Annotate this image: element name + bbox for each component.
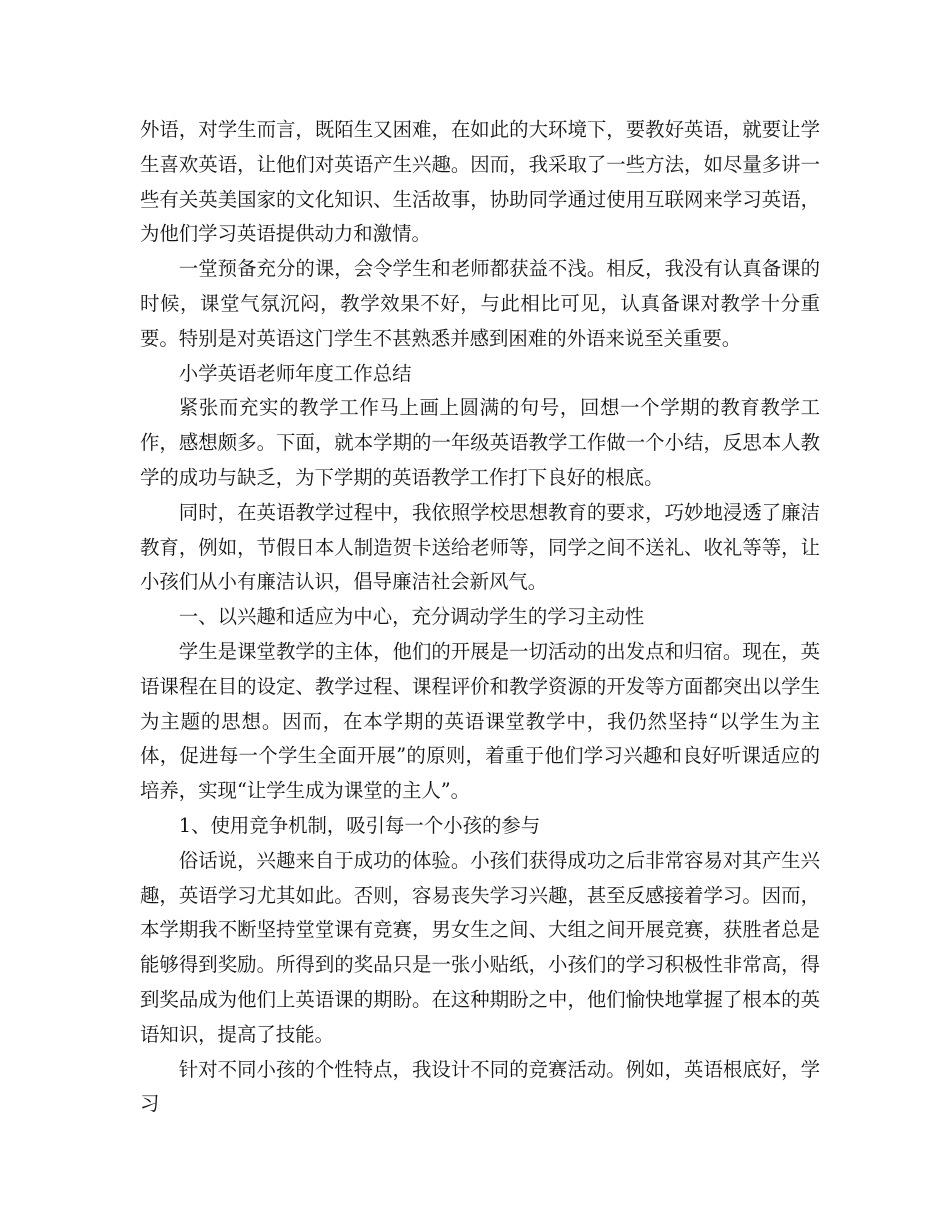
- subheading-item-one: 1、使用竞争机制，吸引每一个小孩的参与: [178, 813, 541, 837]
- paragraph-1: 外语，对学生而言，既陌生又困难，在如此的大环境下，要教好英语，就要让学生喜欢英语，让他们对英语产生兴趣。因而，我采取了一些方法，如尽量多讲一些有关英美国家的文化知识、生活故事，协助同学通过使用互联网来学习英语，为他们学习英语提供动力和激情。: [140, 118, 820, 246]
- paragraph-2: 一堂预备充分的课，会令学生和老师都获益不浅。相反，我没有认真备课的时候，课堂气氛沉闷，教学效果不好，与此相比可见，认真备课对教学十分重要。特别是对英语这门学生不甚熟悉并感到困难的外语来说至关重要。: [140, 257, 820, 350]
- document-body: [140, 113, 820, 1122]
- paragraph-4: 紧张而充实的教学工作马上画上圆满的句号，回想一个学期的教育教学工作，感想颇多。下面，就本学期的一年级英语教学工作做一个小结，反思本人教学的成功与缺乏，为下学期的英语教学工作打下良好的根底。: [140, 396, 820, 489]
- paragraph-9: 俗话说，兴趣来自于成功的体验。小孩们获得成功之后非常容易对其产生兴趣，英语学习尤其如此。否则，容易丧失学习兴趣，甚至反感接着学习。因而，本学期我不断坚持堂堂课有竞赛，男女生之间、大组之间开展竞赛，获胜者总是能够得到奖励。所得到的奖品只是一张小贴纸，小孩们的学习积极性非常高，得到奖品成为他们上英语课的期盼。在这种期盼之中，他们愉快地掌握了根本的英语知识，提高了技能。: [140, 848, 820, 1046]
- paragraph-7: 学生是课堂教学的主体，他们的开展是一切活动的出发点和归宿。现在，英语课程在目的设定、教学过程、课程评价和教学资源的开发等方面都突出以学生为主题的思想。因而，在本学期的英语课堂教学中，我仍然坚持“以学生为主体，促进每一个学生全面开展”的原则，着重于他们学习兴趣和良好听课适应的培养，实现“让学生成为课堂的主人”。: [140, 639, 820, 803]
- heading-part-one: 一、以兴趣和适应为中心，充分调动学生的学习主动性: [178, 605, 645, 629]
- section-title: 小学英语老师年度工作总结: [178, 361, 412, 385]
- paragraph-10: 针对不同小孩的个性特点，我设计不同的竞赛活动。例如，英语根底好，学习: [140, 1057, 820, 1116]
- paragraph-5: 同时，在英语教学过程中，我依照学校思想教育的要求，巧妙地浸透了廉洁教育，例如，节假日本人制造贺卡送给老师等，同学之间不送礼、收礼等等，让小孩们从小有廉洁认识，倡导廉洁社会新风气。: [140, 500, 820, 594]
